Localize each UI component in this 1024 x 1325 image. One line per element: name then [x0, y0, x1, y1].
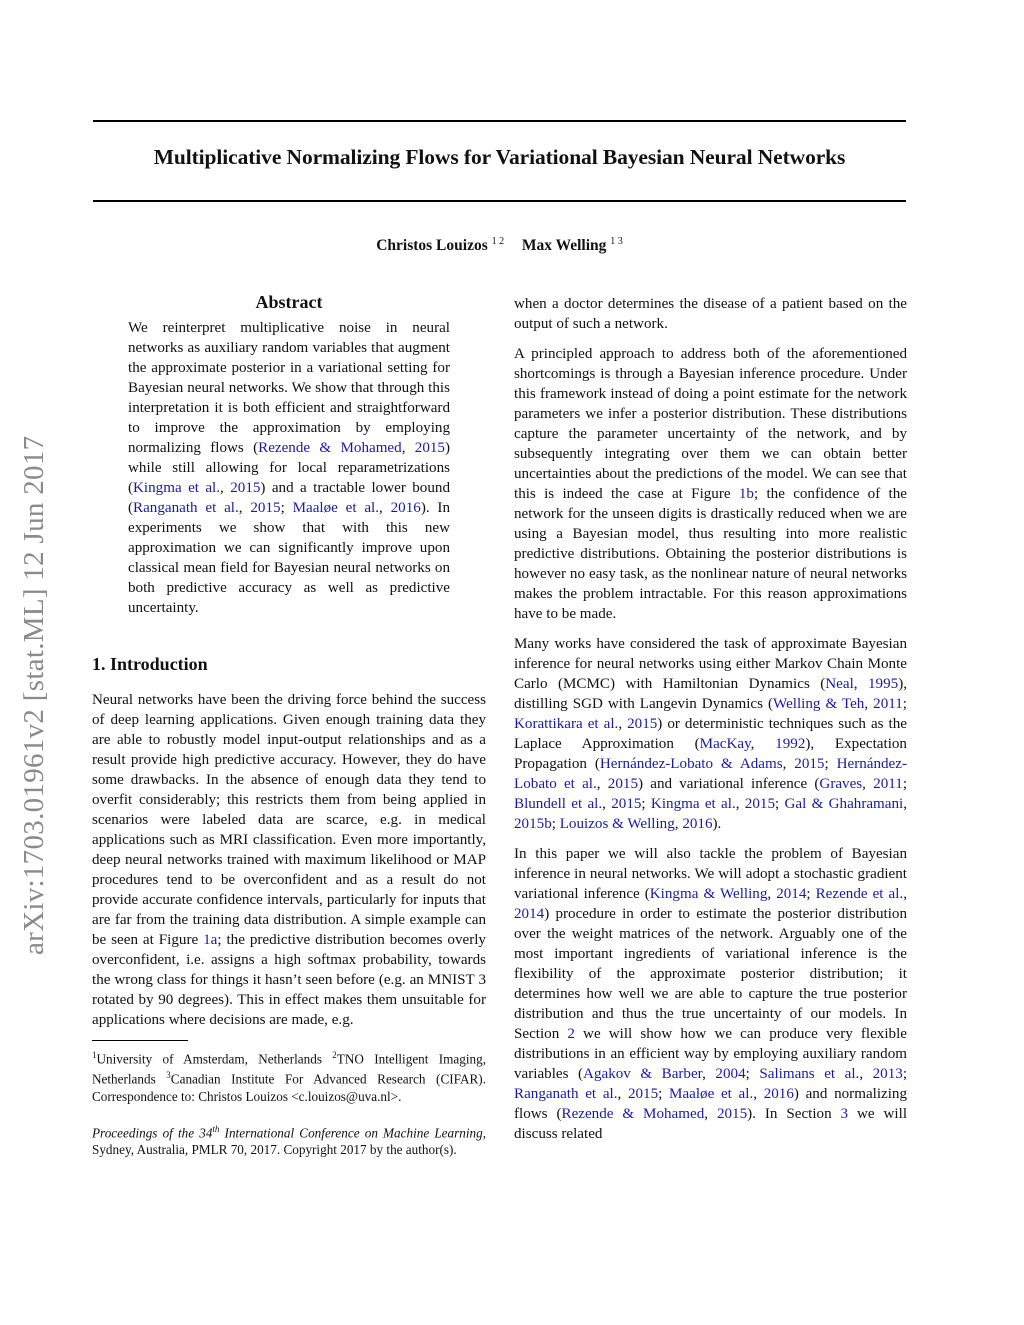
citation-link[interactable]: 2015 [250, 500, 281, 516]
citation-link[interactable]: 2011 [873, 776, 903, 792]
paragraph-text: we will discuss related [514, 1106, 908, 1142]
citation-link[interactable]: 2015 [607, 776, 638, 792]
paragraph-text: we will show how we can produce very flexible distributions in an efficient way by employing auxiliary random variables ( [514, 1026, 907, 1082]
citation-link[interactable]: 1992 [775, 736, 806, 752]
affiliations-footnote: $^1$University of Amsterdam, Netherlands $^2$TNO Intelligent Imaging, Netherlands $^3$Canadian Institute For Advanced Research (CIFAR). Correspondence to: Christos Louizos <c.louizos@uva.nl>. [92, 1050, 486, 1104]
paragraph-text: ; [551, 816, 560, 832]
paragraph-text: , [704, 1106, 717, 1122]
paragraph-text: , [401, 440, 415, 456]
paragraph-text: ; the predictive distribution becomes overly overconfident, i.e. assigns a high softmax probability, towards the wrong class for things it hasn’t seen before (e.g. an MNIST 3 rotated by 90 degrees). This in effect makes them unsuitable for applications where decisions are made, e.g. [92, 932, 486, 1028]
paragraph-text: ; [902, 696, 907, 712]
paragraph-text: , [862, 776, 874, 792]
citation-link[interactable]: 2014 [776, 886, 807, 902]
citation-link[interactable]: 2015 [627, 1086, 659, 1102]
paragraph-text: , [903, 796, 908, 812]
paragraph-text: ). [712, 816, 722, 832]
paragraph-text: , [702, 1066, 716, 1082]
paragraph-text: , [767, 886, 777, 902]
paragraph-text: ), distilling SGD with Langevin Dynamics ( [514, 676, 907, 712]
citation-link[interactable]: Blundell et al. [514, 796, 603, 812]
intro-paragraph [514, 294, 907, 334]
paragraph-text: , [674, 816, 683, 832]
citation-link[interactable]: 2015 [627, 716, 658, 732]
footnote-rule [92, 1040, 188, 1041]
paragraph-text: ) while still allowing for local reparametrizations ( [128, 440, 450, 496]
citation-link[interactable]: Korattikara et al. [514, 716, 619, 732]
citation-link[interactable]: 1b [738, 486, 754, 502]
citation-link[interactable]: Kingma et al. [133, 480, 221, 496]
paragraph-text: ) and a tractable lower bound ( [128, 480, 450, 516]
proceedings-note: Proceedings of the 34th International Conference on Machine Learning, Sydney, Australia, PMLR 70, 2017. Copyright 2017 by the author(s). [92, 1123, 486, 1158]
paragraph-text: ; [280, 500, 293, 516]
paragraph-text: ). In experiments we show that with this new approximation we can significantly improve upon classical mean field for Bayesian neural networks on both predictive accuracy as well as predictive uncertainty. [128, 500, 451, 616]
author-list [93, 236, 906, 255]
citation-link[interactable]: 2015 [716, 1106, 748, 1122]
paragraph-text: ; [774, 796, 785, 812]
paragraph-text: ) and variational inference ( [637, 776, 820, 792]
paragraph-text: ; the confidence of the network for the unseen digits is drastically reduced when we are using a Bayesian model, thus resulting into more realistic predictive distributions. Obtaining the posterior distributions is however no easy task, as the nonlinear nature of neural networks makes the problem intractable. For this reason approximations have to be made. [514, 486, 907, 622]
paragraph-text: , [618, 716, 628, 732]
citation-link[interactable]: 2016 [390, 500, 421, 516]
citation-link[interactable]: Ranganath et al. [133, 500, 239, 516]
citation-link[interactable]: 2015 [611, 796, 642, 812]
paragraph-text: , [782, 756, 795, 772]
paragraph-text: ) and normalizing flows ( [514, 1086, 908, 1122]
citation-link[interactable]: Rezende et al. [815, 886, 904, 902]
paragraph-text: ) procedure in order to estimate the posterior distribution over the weight matrices of the network. Arguably one of the most important ingredients of variational inference is the flexibility of the approximate posterior distribution; it determines how well we are able to capture the true posterior distribution and thus the true uncertainty of our models. In Section [514, 906, 907, 1042]
abstract-heading: Abstract [255, 292, 323, 312]
citation-link[interactable]: 2015 [230, 480, 261, 496]
author-affiliation: 1 3 [610, 236, 623, 247]
paragraph-text: ; [806, 886, 816, 902]
paragraph-text: Neural networks have been the driving force behind the success of deep learning applications. Given enough training data they are able to robustly model input-output relationships and as a result provide high predictive accuracy. However, they do have some drawbacks. In the absence of enough data they tend to overfit considerably; this restricts them from being applied in scenarios were labeled data are scarce, e.g. in medical applications such as MRI classification. Even more importantly, deep neural networks trained with maximum likelihood or MAP procedures tend to be overconfident and as a result do not provide accurate confidence intervals, particularly for inputs that are far from the training data distribution. A simple example can be seen at Figure [92, 692, 486, 948]
paragraph-text: when a doctor determines the disease of a patient based on the output of such a network. [514, 296, 907, 332]
paragraph-text: , [853, 676, 868, 692]
paragraph-text: We reinterpret multiplicative noise in neural networks as auxiliary random variables that augment the approximate posterior in a variational setting for Bayesian neural networks. We show that through this interpretation it is both efficient and straightforward to improve the approximation by employing normalizing flows ( [128, 320, 450, 456]
intro-paragraph [514, 634, 907, 834]
citation-link[interactable]: 2004 [715, 1066, 746, 1082]
paper-title: Multiplicative Normalizing Flows for Variational Bayesian Neural Networks [153, 145, 846, 169]
citation-link[interactable]: Maaløe et al. [669, 1086, 754, 1102]
author-affiliation: 1 2 [491, 236, 505, 247]
paragraph-text: ; [902, 776, 908, 792]
citation-link[interactable]: 2011 [873, 696, 903, 712]
citation-link[interactable]: Hernández-Lobato & Adams [599, 756, 783, 772]
paragraph-text: , [864, 696, 874, 712]
citation-link[interactable]: Kingma et al. [650, 796, 736, 812]
citation-link[interactable]: Hernández-Lobato et al. [514, 756, 907, 792]
section-heading: 1. Introduction [92, 654, 208, 674]
citation-link[interactable]: 2 [567, 1026, 575, 1042]
citation-link[interactable]: Maaløe et al. [292, 500, 380, 516]
citation-link[interactable]: 2016 [682, 816, 713, 832]
citation-link[interactable]: 2015b [514, 816, 552, 832]
paragraph-text: ), Expectation Propagation ( [514, 736, 907, 772]
paragraph-text: ; [658, 1086, 670, 1102]
paragraph-text: , [735, 796, 745, 812]
right-column [514, 294, 907, 1154]
paragraph-text: , [617, 1086, 628, 1102]
author-name: Max Welling [521, 237, 607, 255]
paragraph-text: In this paper we will also tackle the problem of Bayesian inference in neural networks. We will adopt a stochastic gradient variational inference ( [514, 846, 907, 902]
paragraph-text: ) or deterministic techniques such as the Laplace Approximation ( [514, 716, 907, 752]
author-name: Christos Louizos [376, 237, 488, 255]
paragraph-text: , [602, 796, 612, 812]
citation-link[interactable]: 1a [203, 932, 218, 948]
citation-link[interactable]: MacKay [699, 736, 751, 752]
paragraph-text: , [379, 500, 391, 516]
citation-link[interactable]: Kingma & Welling [649, 886, 768, 902]
paragraph-text: A principled approach to address both of the aforementioned shortcomings is through a Bayesian inference procedure. Under this framework instead of doing a point estimate for the network parameters we infer a posterior distribution. These distributions capture the parameter uncertainty of the network, and by subsequently integrating over them we can obtain better uncertainties about the predictions of the model. We can see that this is indeed the case at Figure [514, 346, 907, 502]
paragraph-text: ; [745, 1066, 760, 1082]
paragraph-text: , [596, 776, 608, 792]
intro-paragraph [92, 690, 486, 1030]
abstract-text [128, 318, 450, 618]
citation-link[interactable]: Louizos & Welling [559, 816, 675, 832]
citation-link[interactable]: Salimans et al. [759, 1066, 860, 1082]
citation-link[interactable]: 2013 [872, 1066, 903, 1082]
citation-link[interactable]: 2014 [514, 906, 545, 922]
citation-link[interactable]: Agakov & Barber [583, 1066, 703, 1082]
title-bottom-rule [93, 200, 906, 202]
citation-link[interactable]: Neal [825, 676, 854, 692]
paragraph-text: , [903, 886, 907, 902]
citation-link[interactable]: 2015 [744, 796, 775, 812]
arxiv-identifier: arXiv:1703.01961v2 [stat.ML] 12 Jun 2017 [18, 435, 50, 955]
paragraph-text: ; [902, 1066, 908, 1082]
title-top-rule [93, 120, 906, 122]
paragraph-text: ). In Section [747, 1106, 841, 1122]
paragraph-text: Many works have considered the task of approximate Bayesian inference for neural networks using either Markov Chain Monte Carlo (MCMC) with Hamiltonian Dynamics ( [514, 636, 907, 692]
citation-link[interactable]: Welling & Teh [773, 696, 865, 712]
citation-link[interactable]: 3 [840, 1106, 849, 1122]
left-column [92, 292, 486, 1158]
intro-paragraph [514, 344, 907, 624]
paragraph-text: , [859, 1066, 873, 1082]
citation-link[interactable]: Rezende & Mohamed [258, 440, 402, 456]
paragraph-text: , [238, 500, 251, 516]
citation-link[interactable]: Graves [819, 776, 863, 792]
paragraph-text: , [750, 736, 776, 752]
citation-link[interactable]: 2016 [763, 1086, 794, 1102]
paragraph-text: , [220, 480, 231, 496]
paragraph-text: ; [641, 796, 651, 812]
paragraph-text: ; [824, 756, 837, 772]
citation-link[interactable]: 2015 [414, 440, 445, 456]
citation-link[interactable]: Gal & Ghahramani [784, 796, 904, 812]
paragraph-text: , [753, 1086, 764, 1102]
citation-link[interactable]: 2015 [794, 756, 825, 772]
citation-link[interactable]: Rezende & Mohamed [561, 1106, 705, 1122]
citation-link[interactable]: Ranganath et al. [514, 1086, 618, 1102]
intro-paragraph [514, 844, 907, 1144]
citation-link[interactable]: 1995 [868, 676, 899, 692]
